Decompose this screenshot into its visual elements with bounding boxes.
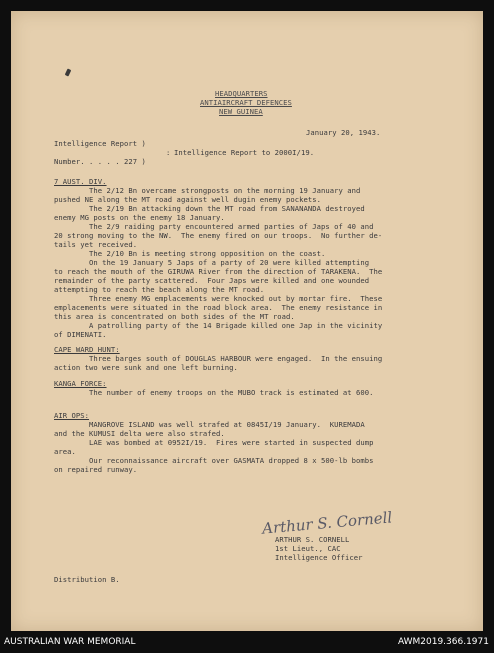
text-line: on repaired runway. [54, 465, 138, 474]
text-line: of DIMENATI. [54, 330, 107, 339]
section-title-air-ops: AIR OPS: [54, 411, 90, 420]
signatory-rank: 1st Lieut., CAC [275, 544, 341, 553]
text-line: emplacements were situated in the road block area. The enemy resistance in [54, 303, 383, 312]
footer-institution: AUSTRALIAN WAR MEMORIAL [4, 637, 136, 647]
text-line: attempting to reach the beach along the MT road. [54, 285, 265, 294]
text-line: area. [54, 447, 76, 456]
heading-line-2: ANTIAIRCRAFT DEFENCES [200, 98, 292, 107]
section-body-cape-ward-hunt [54, 354, 382, 372]
text-line: Our reconnaissance aircraft over GASMATA dropped 8 x 500-lb bombs [54, 456, 374, 465]
text-line: A patrolling party of the 14 Brigade killed one Jap in the vicinity [54, 321, 383, 330]
handwritten-signature: Arthur S. Cornell [261, 508, 393, 538]
distribution-note: Distribution B. [54, 575, 120, 584]
text-line: 20 strong moving to the NW. The enemy fired on our troops. No further de- [54, 231, 383, 240]
section-title-kanga-force: KANGA FORCE: [54, 379, 107, 388]
section-title-aust-div: 7 AUST. DIV. [54, 177, 107, 186]
text-line: The 2/9 raiding party encountered armed parties of Japs of 40 and [54, 222, 374, 231]
text-line: enemy MG posts on the enemy 18 January. [54, 213, 225, 222]
text-line: tails yet received. [54, 240, 138, 249]
section-body-kanga-force [54, 388, 374, 397]
report-date: January 20, 1943. [306, 128, 381, 137]
text-line: The number of enemy troops on the MUBO track is estimated at 600. [54, 388, 374, 397]
pin-mark [65, 68, 72, 76]
text-line: The 2/12 Bn overcame strongposts on the morning 19 January and [54, 186, 361, 195]
text-line: LAE was bombed at 0952I/19. Fires were started in suspected dump [54, 438, 374, 447]
signatory-role: Intelligence Officer [275, 553, 363, 562]
text-line: to reach the mouth of the GIRUWA River from the direction of TARAKENA. The [54, 267, 383, 276]
report-number: Number. . . . . 227 ) [54, 157, 146, 166]
signatory-name: ARTHUR S. CORNELL [275, 535, 350, 544]
report-label-1: Intelligence Report ) [54, 139, 146, 148]
footer-bar [0, 633, 494, 653]
heading-line-3: NEW GUINEA [219, 107, 263, 116]
heading-line-1: HEADQUARTERS [215, 89, 268, 98]
text-line: Three enemy MG emplacements were knocked out by mortar fire. These [54, 294, 383, 303]
text-line: On the 19 January 5 Japs of a party of 20 were killed attempting [54, 258, 370, 267]
text-line: remainder of the party scattered. Four Japs were killed and one wounded [54, 276, 370, 285]
text-line: this area is concentrated on both sides of the MT road. [54, 312, 295, 321]
section-body-air-ops [54, 420, 374, 474]
text-line: Three barges south of DOUGLAS HARBOUR were engaged. In the ensuing [54, 354, 383, 363]
text-line: pushed NE along the MT road against well dugin enemy pockets. [54, 195, 322, 204]
text-line: action two were sunk and one left burning. [54, 363, 238, 372]
text-line: and the KUMUSI delta were also strafed. [54, 429, 225, 438]
footer-accession-number: AWM2019.366.1971 [397, 637, 489, 647]
text-line: MANGROVE ISLAND was well strafed at 0845I/19 January. KUREMADA [54, 420, 365, 429]
report-colon: : [166, 148, 171, 157]
section-title-cape-ward-hunt: CAPE WARD HUNT: [54, 345, 120, 354]
text-line: The 2/10 Bn is meeting strong opposition on the coast. [54, 249, 326, 258]
text-line: The 2/19 Bn attacking down the MT road from SANANANDA destroyed [54, 204, 365, 213]
report-title: Intelligence Report to 2000I/19. [174, 148, 315, 157]
section-body-aust-div [54, 186, 382, 339]
